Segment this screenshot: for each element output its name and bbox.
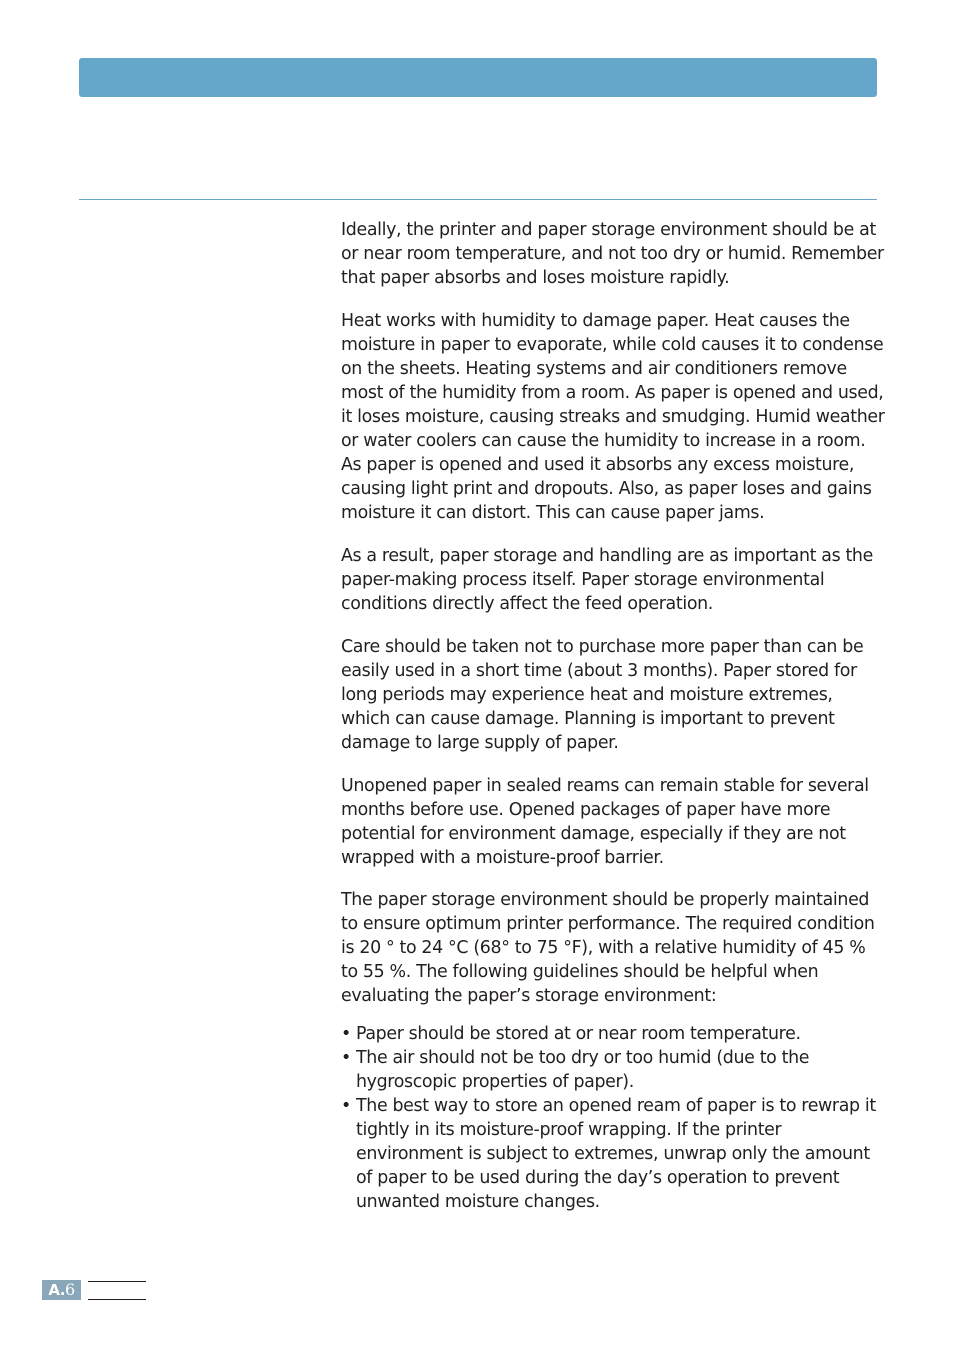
body-text (341, 218, 886, 1214)
page-section: A. (48, 1281, 65, 1299)
guidelines-list (341, 1022, 886, 1214)
paragraph-room-temperature: Ideally, the printer and paper storage environment should be at or near room temperature, and not too dry or humid. Remember that paper absorbs and loses moisture rapidly. (341, 220, 884, 288)
list-item (341, 1046, 886, 1094)
header-rule (79, 199, 877, 200)
page-number-badge (42, 1280, 81, 1300)
paragraph-heat-humidity: Heat works with humidity to damage paper. Heat causes the moisture in paper to evaporate, while cold causes it to condense on the sheets. Heating systems and air conditioners remove most of the humidity from a room. As paper is opened and used, it loses moisture, causing streaks and smudging. Humid weather or water coolers can cause the humidity to increase in a room. As paper is opened and used it absorbs any excess moisture, causing light print and dropouts. Also, as paper loses and gains moisture it can distort. This can cause paper jams. (341, 311, 885, 523)
list-item-text: Paper should be stored at or near room temperature. (356, 1024, 801, 1044)
paragraph-unopened-paper: Unopened paper in sealed reams can remain stable for several months before use. Opened packages of paper have more potential for environment damage, especially if they are not wrapped with a moisture-proof barrier. (341, 776, 869, 868)
paragraph-purchase-care: Care should be taken not to purchase more paper than can be easily used in a short time (about 3 months). Paper stored for long periods may experience heat and moisture extremes, which can cause damage. Planning is important to prevent damage to large supply of paper. (341, 637, 864, 753)
list-item-text: The best way to store an opened ream of paper is to rewrap it tightly in its moisture-proof wrapping. If the printer environment is subject to extremes, unwrap only the amount of paper to be used during the day’s operation to prevent unwanted moisture changes. (356, 1096, 876, 1212)
bullet-icon: • (341, 1096, 351, 1116)
list-item (341, 1022, 886, 1046)
bullet-icon: • (341, 1048, 351, 1068)
header-bar (79, 58, 877, 97)
paragraph-storage-environment: The paper storage environment should be properly maintained to ensure optimum printer performance. The required condition is 20 ° to 24 °C (68° to 75 °F), with a relative humidity of 45 % to 55 %. The following guidelines should be helpful when evaluating the paper’s storage environment: (341, 890, 875, 1006)
footer-rule-top (88, 1281, 146, 1282)
footer-rule-bottom (88, 1299, 146, 1300)
page-num: 6 (64, 1280, 75, 1299)
list-item (341, 1094, 886, 1214)
paragraph-storage-handling: As a result, paper storage and handling are as important as the paper-making process itself. Paper storage environmental conditions directly affect the feed operation. (341, 546, 873, 614)
list-item-text: The air should not be too dry or too humid (due to the hygroscopic properties of paper). (356, 1048, 810, 1092)
bullet-icon: • (341, 1024, 351, 1044)
